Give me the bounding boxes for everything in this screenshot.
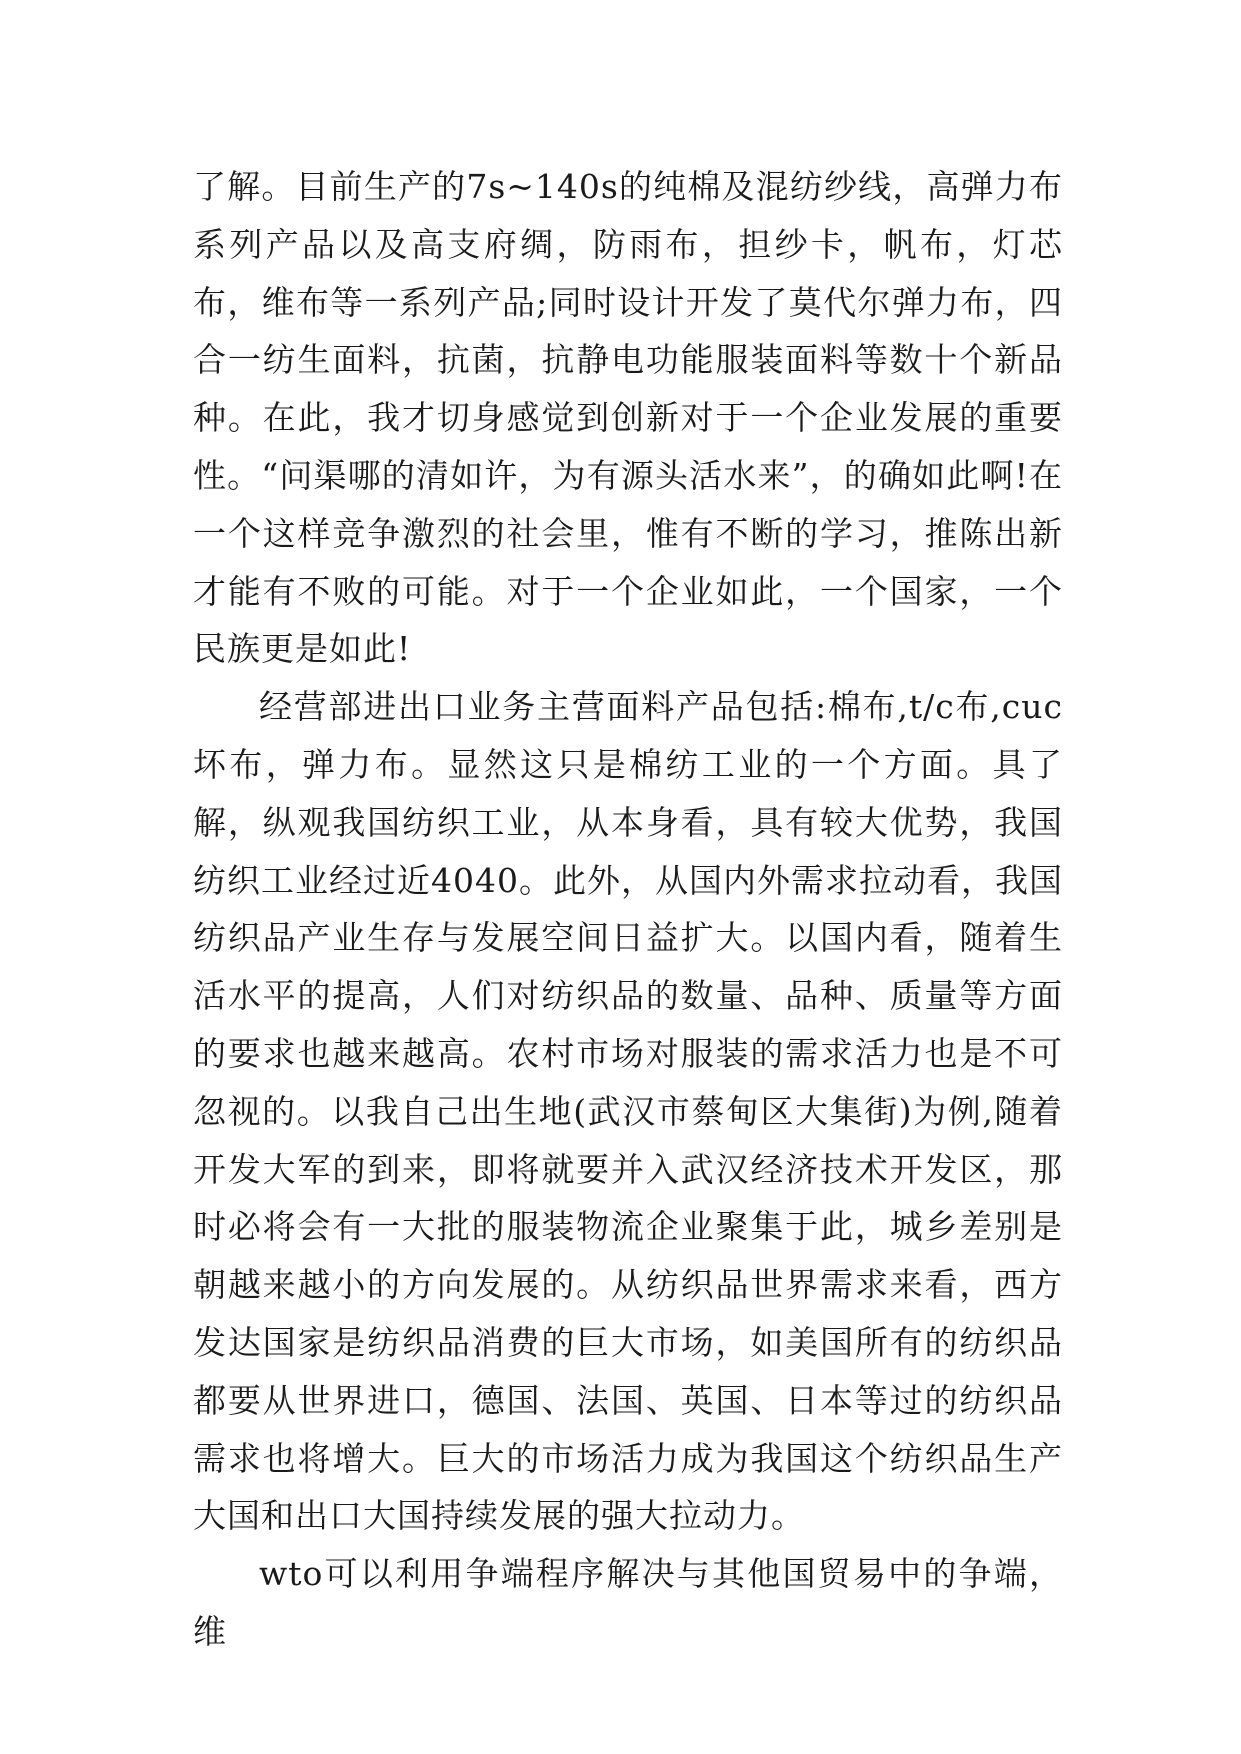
paragraph-3: wto可以利用争端程序解决与其他国贸易中的争端，维 [193,1554,1063,1651]
paragraph-1: 了解。目前生产的7s~140s的纯棉及混纺纱线，高弹力布系列产品以及高支府绸，防雨布，担纱卡，帆布，灯芯布，维布等一系列产品;同时设计开发了莫代尔弹力布，四合一纺生面料，抗菌，抗静电功能服装面料等数十个新品种。在此，我才切身感觉到创新对于一个企业发展的重要性。“问渠哪的清如许，为有源头活水来”，的确如此啊!在一个这样竞争激烈的社会里，惟有不断的学习，推陈出新才能有不败的可能。对于一个企业如此，一个国家，一个民族更是如此! [193,167,1063,669]
paragraph-2: 经营部进出口业务主营面料产品包括:棉布,t/c布,cuc坏布，弹力布。显然这只是棉纺工业的一个方面。具了解，纵观我国纺织工业，从本身看，具有较大优势，我国纺织工业经过近4040。此外，从国内外需求拉动看，我国纺织品产业生存与发展空间日益扩大。以国内看，随着生活水平的提高，人们对纺织品的数量、品种、质量等方面的要求也越来越高。农村市场对服装的需求活力也是不可忽视的。以我自己出生地(武汉市蔡甸区大集街)为例,随着开发大军的到来，即将就要并入武汉经济技术开发区，那时必将会有一大批的服装物流企业聚集于此，城乡差别是朝越来越小的方向发展的。从纺织品世界需求来看，西方发达国家是纺织品消费的巨大市场，如美国所有的纺织品都要从世界进口，德国、法国、英国、日本等过的纺织品需求也将增大。巨大的市场活力成为我国这个纺织品生产大国和出口大国持续发展的强大拉动力。 [193,687,1063,1536]
document-body [193,158,1063,1661]
